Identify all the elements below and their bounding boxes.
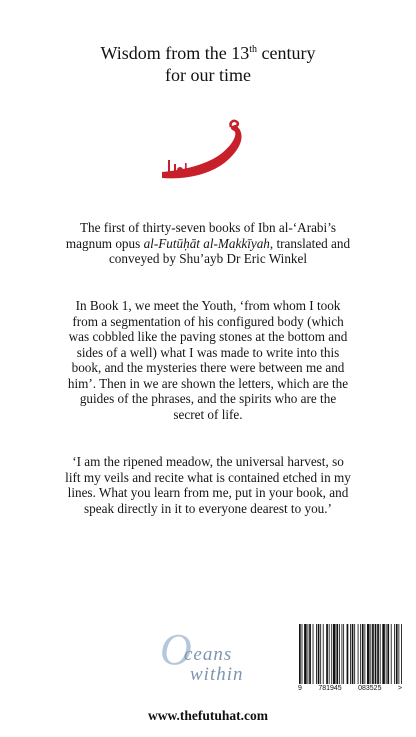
emblem-curl <box>231 121 238 127</box>
heading-superscript: th <box>249 44 258 55</box>
barcode-bar <box>336 624 338 684</box>
quote-paragraph: ‘I am the ripened meadow, the universal harvest, so lift my veils and recite what is contained etched in my lines. What you learn from me, put in your book, and speak directly in it to everyone dearest to you.’ <box>65 454 351 516</box>
emblem-minaret-3 <box>185 163 187 172</box>
barcode-bar <box>386 624 387 684</box>
barcode-bar <box>316 624 317 684</box>
barcode-bar <box>352 624 354 684</box>
barcode-bar <box>323 624 324 684</box>
barcode-bar <box>377 624 379 684</box>
barcode-bar <box>396 624 398 684</box>
barcode-bar <box>333 624 336 684</box>
logo-initial: O <box>160 625 192 674</box>
barcode-bar <box>364 624 365 684</box>
cover-heading <box>0 42 416 86</box>
website-url: www.thefutuhat.com <box>148 708 268 723</box>
heading-line-1 <box>0 42 416 64</box>
barcode-digits <box>298 685 402 692</box>
barcode-bar <box>350 624 351 684</box>
barcode-bar <box>382 624 385 684</box>
barcode-bar <box>387 624 389 684</box>
barcode-bar <box>308 624 309 684</box>
barcode-bar <box>302 624 303 684</box>
barcode-bar <box>372 624 374 684</box>
emblem-minaret-1 <box>168 160 170 173</box>
barcode-bar <box>313 624 314 684</box>
heading-text-end: century <box>257 43 316 63</box>
barcode-bar <box>299 624 301 684</box>
barcode-bar <box>380 624 381 684</box>
barcode-bar <box>309 624 311 684</box>
barcode-bar <box>329 624 330 684</box>
barcode-bar <box>391 624 392 684</box>
barcode-bar <box>326 624 328 684</box>
barcode-bar <box>339 624 340 684</box>
logo-line-1: ceans <box>184 644 233 665</box>
barcode-group-2: 083525 <box>358 685 382 692</box>
barcode-bar <box>342 624 343 684</box>
barcode-bar <box>394 624 395 684</box>
barcode-bar <box>375 624 377 684</box>
intro-paragraph <box>64 220 352 267</box>
barcode-bar <box>360 624 361 684</box>
barcode-bar <box>370 624 371 684</box>
barcode-lead-digit: 9 <box>298 685 302 692</box>
barcode-tail: > <box>397 685 402 692</box>
heading-text: Wisdom from the 13 <box>100 43 250 63</box>
barcode-bar <box>362 624 364 684</box>
oceans-within-logo <box>160 625 270 688</box>
intro-text-a: The first of thirty-seven books of Ibn al-‘Arabi’s magnum opus <box>65 220 336 251</box>
barcode-group-1: 781945 <box>318 685 342 692</box>
emblem-dome <box>177 167 183 173</box>
summary-paragraph: In Book 1, we meet the Youth, ‘from whom I took from a segmentation of his configured body (which was cobbled like the paving stones at the bottom and sides of a well) what I was made to write into this book, and the mysteries there were between me and him’. Then in we are shown the letters, which are the guides of the phrases, and the spirits who are the secret of life. <box>67 298 349 422</box>
heading-line-2: for our time <box>165 65 251 85</box>
emblem-minaret-2 <box>174 164 176 173</box>
barcode-bar <box>343 624 344 684</box>
barcode-bar <box>347 624 349 684</box>
barcode-bar <box>304 624 307 684</box>
barcode-bars <box>298 624 402 684</box>
barcode-bar <box>358 624 359 684</box>
emblem-crescent <box>162 126 242 179</box>
intro-text-b: , translated and conveyed by Shu’ayb Dr Eric Winkel <box>108 235 351 266</box>
barcode-bar <box>401 624 402 684</box>
barcode-bar <box>318 624 320 684</box>
intro-title-italic: al-Futūḥāt al-Makkīyah <box>143 235 270 251</box>
isbn-barcode <box>298 624 402 698</box>
barcode-bar <box>320 624 321 684</box>
logo-line-2: within <box>190 664 244 685</box>
barcode-bar <box>398 624 399 684</box>
red-crescent-boat-emblem <box>160 118 268 190</box>
barcode-bar <box>367 624 370 684</box>
barcode-bar <box>331 624 332 684</box>
barcode-bar <box>354 624 355 684</box>
